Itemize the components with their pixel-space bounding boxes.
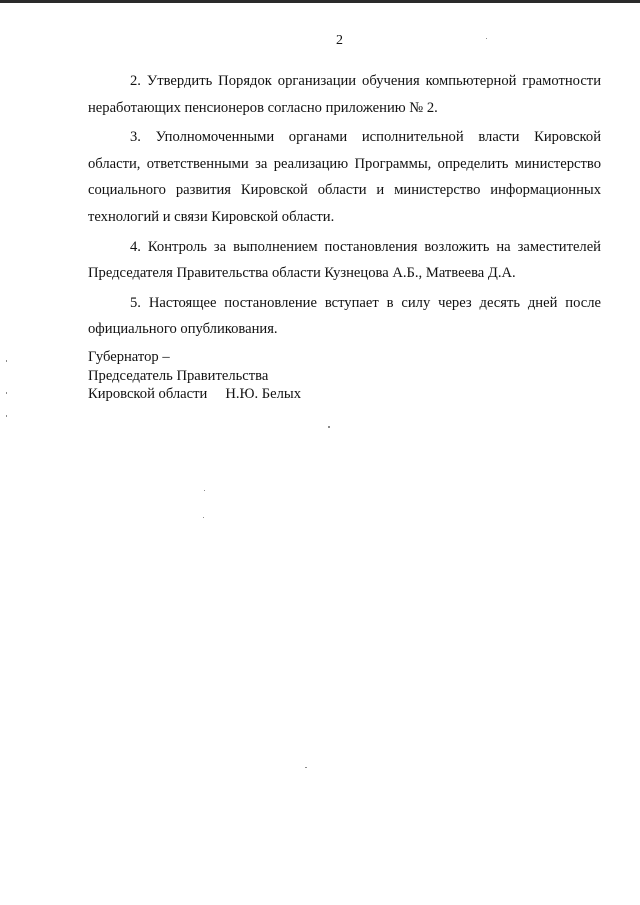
paragraph-2: 2. Утвердить Порядок организации обучения компьютерной грамотности неработающих пенсионеров согласно приложению № 2. <box>88 73 601 116</box>
scan-speck <box>6 360 7 362</box>
scan-speck <box>328 426 330 428</box>
signatory-name: Н.Ю. Белых <box>225 386 302 403</box>
page-number: 2 <box>336 33 343 48</box>
top-scan-border <box>0 0 640 3</box>
paragraph-5: 5. Настоящее постановление вступает в силу через десять дней после официального опубликования. <box>88 294 601 338</box>
scan-speck <box>305 767 307 768</box>
scan-speck <box>204 490 205 491</box>
signature-block <box>88 348 301 404</box>
scan-speck <box>6 415 7 417</box>
signature-title-line1: Губернатор – <box>88 349 170 365</box>
signature-title-line2: Председатель Правительства <box>88 367 269 384</box>
signature-title-line3 <box>88 385 301 404</box>
scan-speck <box>486 38 487 39</box>
document-body <box>88 68 601 346</box>
scan-speck <box>203 517 204 518</box>
paragraph-3: 3. Уполномоченными органами исполнительной власти Кировской области, ответственными за реализацию Программы, определить министерство социального развития Кировской области и министерство информационных технологий и связи Кировской области. <box>88 129 601 225</box>
signature-region: Кировской области <box>88 386 208 403</box>
scan-speck <box>6 392 7 394</box>
paragraph-4: 4. Контроль за выполнением постановления возложить на заместителей Председателя Правительства области Кузнецова А.Б., Матвеева Д.А. <box>88 238 601 282</box>
